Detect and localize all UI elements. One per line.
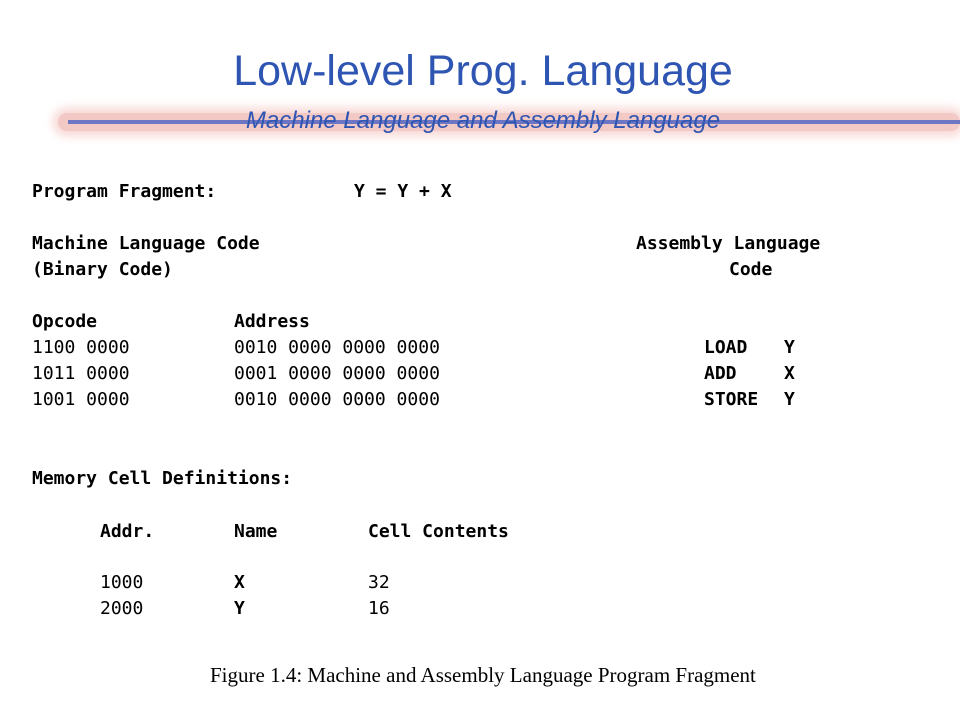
memory-name-cell: X	[234, 572, 245, 593]
memory-addr-cell: 1000	[100, 572, 144, 593]
assembly-arg: X	[784, 363, 795, 384]
memory-addr-cell: 2000	[100, 598, 144, 619]
machine-subheading: (Binary Code)	[32, 259, 173, 280]
address-cell: 0010 0000 0000 0000	[234, 337, 440, 358]
opcode-cell: 1100 0000	[32, 337, 130, 358]
assembly-op: STORE	[704, 389, 759, 410]
slide-subtitle: Machine Language and Assembly Language	[245, 107, 721, 134]
assembly-arg: Y	[784, 389, 795, 410]
opcode-cell: 1001 0000	[32, 389, 130, 410]
slide-title: Low-level Prog. Language	[233, 47, 733, 95]
assembly-subheading: Code	[729, 259, 773, 280]
assembly-heading: Assembly Language	[636, 233, 821, 254]
fragment-expression: Y = Y + X	[354, 181, 452, 202]
contents-column-header: Cell Contents	[368, 521, 509, 542]
memory-contents-cell: 16	[368, 598, 390, 619]
memory-name-cell: Y	[234, 598, 245, 619]
address-column-header: Address	[234, 311, 310, 332]
opcode-column-header: Opcode	[32, 311, 98, 332]
fragment-label: Program Fragment:	[32, 181, 217, 202]
address-cell: 0010 0000 0000 0000	[234, 389, 440, 410]
address-cell: 0001 0000 0000 0000	[234, 363, 440, 384]
addr-column-header: Addr.	[100, 521, 155, 542]
assembly-arg: Y	[784, 337, 795, 358]
figure-caption: Figure 1.4: Machine and Assembly Language Program Fragment	[210, 663, 756, 687]
name-column-header: Name	[234, 521, 278, 542]
memory-heading: Memory Cell Definitions:	[32, 468, 293, 489]
opcode-cell: 1011 0000	[32, 363, 130, 384]
assembly-op: ADD	[704, 363, 737, 384]
machine-heading: Machine Language Code	[32, 233, 260, 254]
memory-contents-cell: 32	[368, 572, 390, 593]
assembly-op: LOAD	[704, 337, 748, 358]
